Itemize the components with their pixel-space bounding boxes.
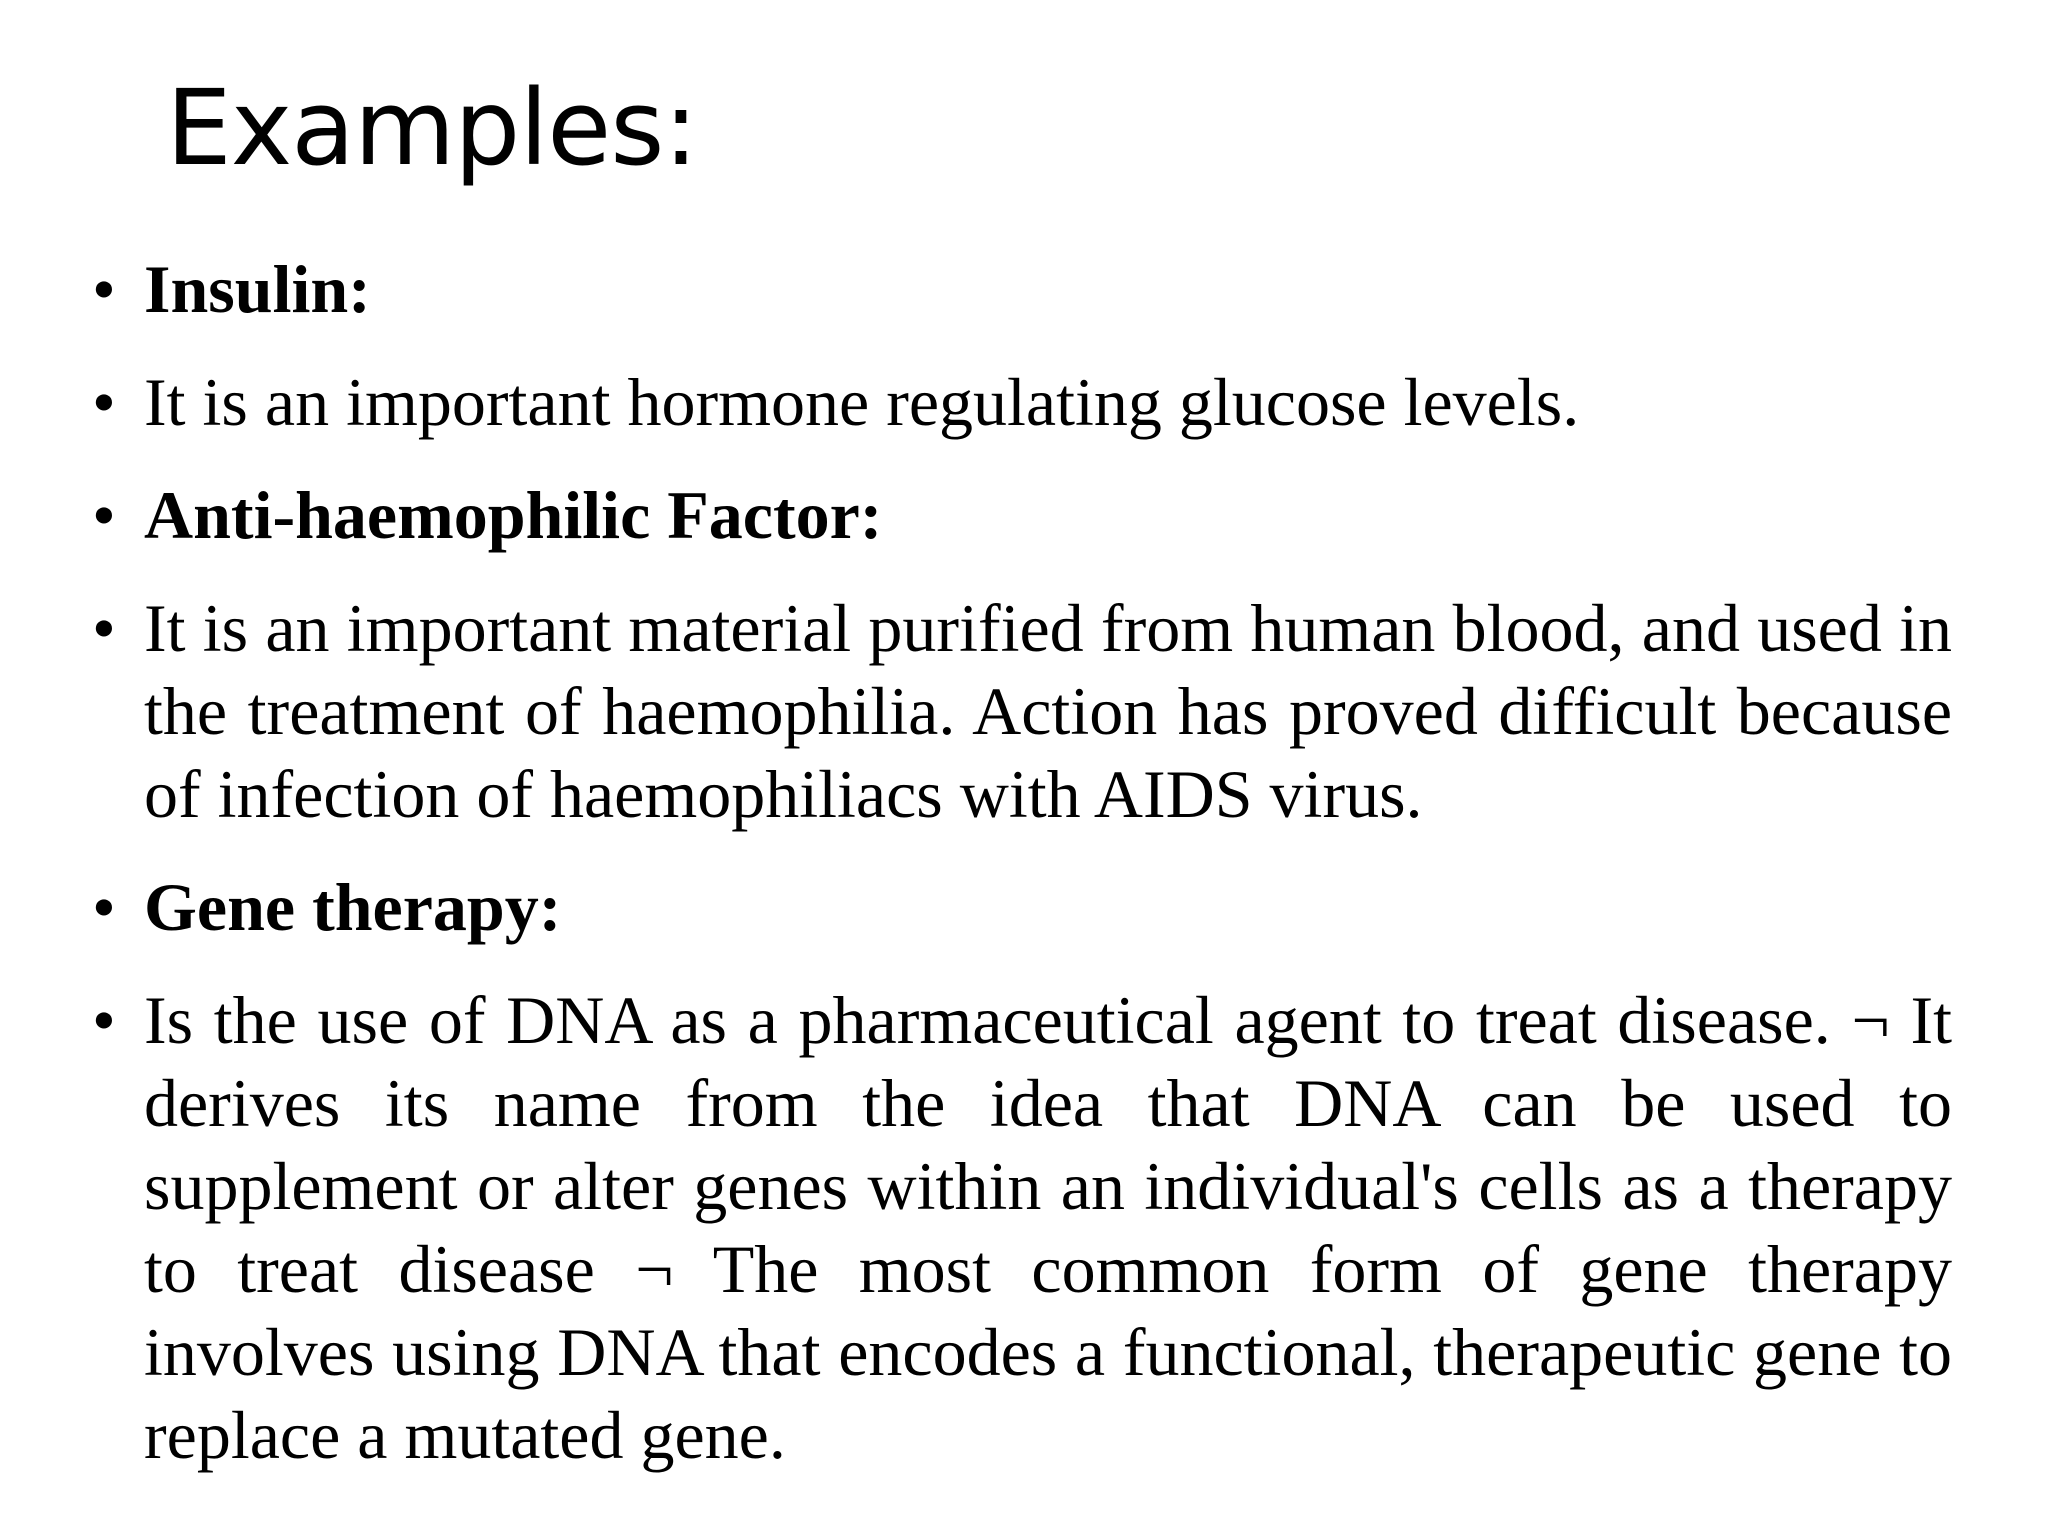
bullet-icon: • [92, 869, 116, 945]
bullet-icon: • [92, 590, 116, 666]
bullet-text: Gene therapy: [144, 869, 562, 945]
bullet-item-insulin-description [92, 361, 1952, 444]
bullet-item-gene-therapy-description [92, 979, 1952, 1477]
bullet-text: It is an important material purified from human blood, and used in the treatment of haemophilia. Action has proved difficult because of infection of haemophiliacs with AIDS virus. [144, 590, 1952, 832]
bullet-item-insulin-heading [92, 248, 1952, 331]
bullet-item-gene-therapy-heading [92, 866, 1952, 949]
bullet-list [92, 248, 1952, 1507]
bullet-text: Insulin: [144, 251, 371, 327]
bullet-item-anti-haemophilic-description [92, 587, 1952, 836]
bullet-icon: • [92, 364, 116, 440]
bullet-text: It is an important hormone regulating glucose levels. [144, 364, 1580, 440]
bullet-icon: • [92, 982, 116, 1058]
bullet-icon: • [92, 477, 116, 553]
bullet-text: Is the use of DNA as a pharmaceutical agent to treat disease. ¬ It derives its name from the idea that DNA can be used to supplement or alter genes within an individual's cells as a therapy to treat disease ¬ The most common form of gene therapy involves using DNA that encodes a functional, therapeutic gene to replace a mutated gene. [144, 982, 1952, 1473]
bullet-item-anti-haemophilic-heading [92, 474, 1952, 557]
bullet-text: Anti-haemophilic Factor: [144, 477, 883, 553]
bullet-icon: • [92, 251, 116, 327]
slide-title: Examples: [166, 67, 698, 189]
